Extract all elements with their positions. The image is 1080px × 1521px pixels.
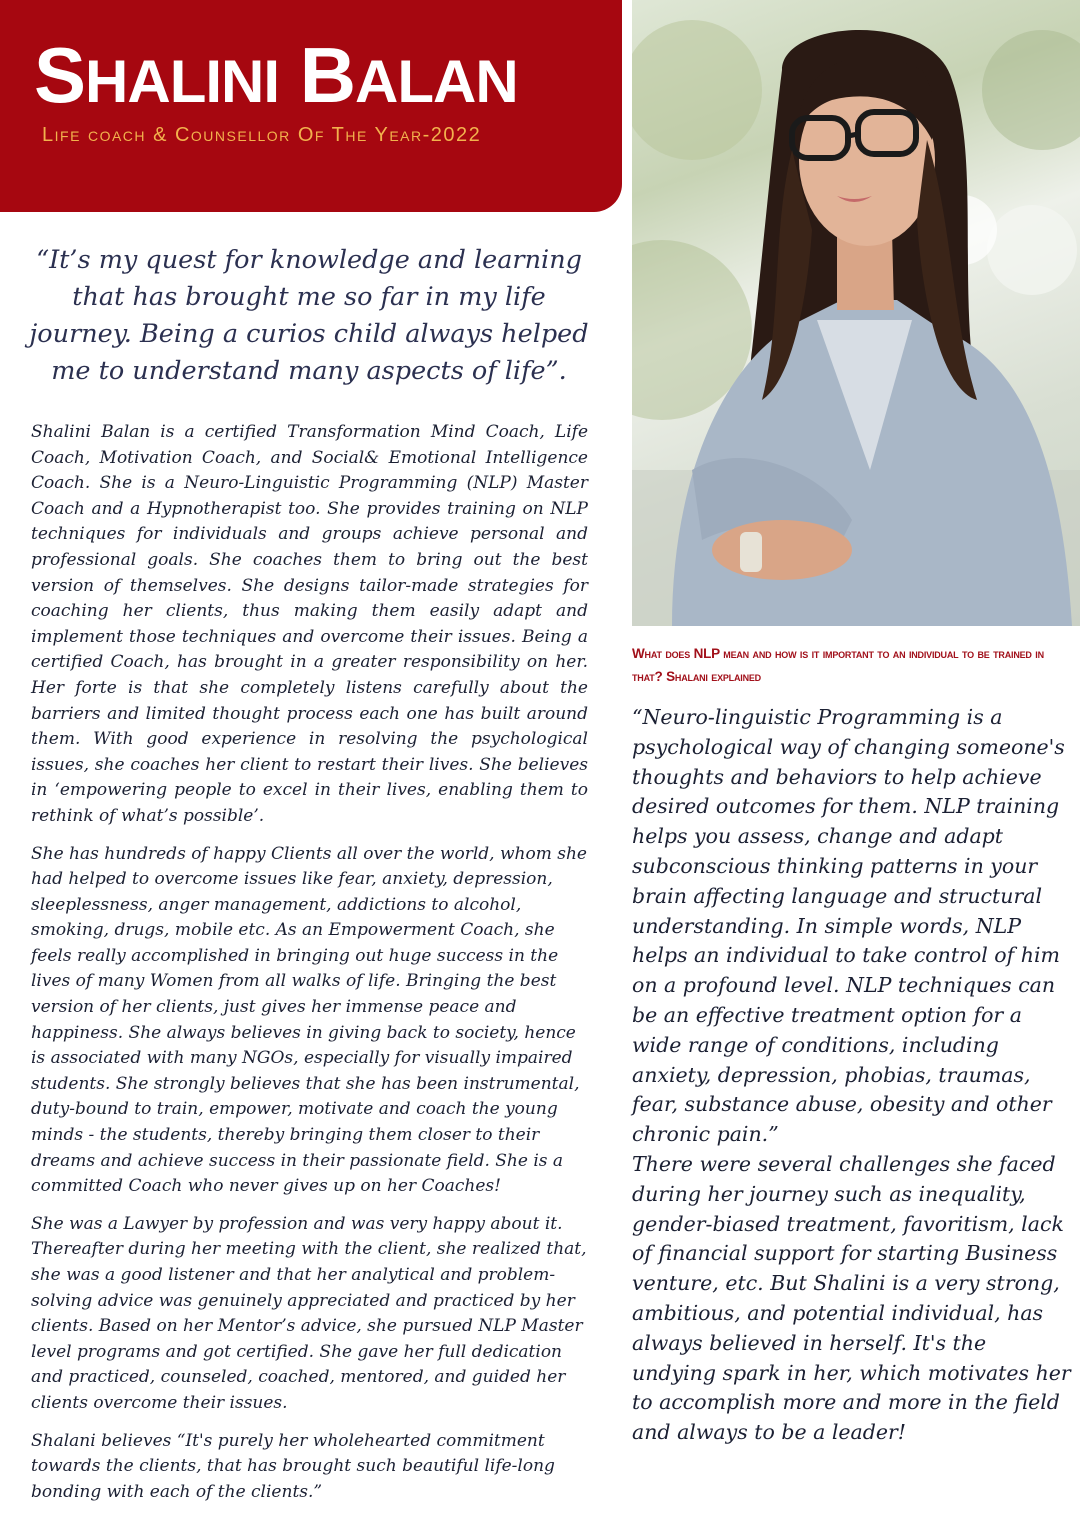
biography [31,420,588,1517]
bio-paragraph: Shalani believes “It's purely her wholehearted commitment towards the clients, that has brought such beautiful life-long bonding with each of the clients.” [31,1430,555,1502]
pull-quote: “It’s my quest for knowledge and learning that has brought me so far in my life journey. Being a curios child always helped me to understand many aspects of life”. [29,245,589,386]
bio-paragraph: She has hundreds of happy Clients all over the world, whom she had helped to overcome issues like fear, anxiety, depression, sleeplessness, anger management, addictions to alcohol, smoking, drugs, mobile etc. As an Empowerment Coach, she feels really accomplished in bringing out huge success in the lives of many Women from all walks of life. Bringing the best version of her clients, just gives her immense peace and happiness. She always believes in giving back to society, hence is associated with many NGOs, especially for visually impaired students. She strongly believes that she has been instrumental, duty-bound to train, empower, motivate and coach the young minds - the students, thereby bringing them closer to their dreams and achieve success in their passionate field. She is a committed Coach who never gives up on her Coaches! [31,843,587,1197]
title-banner [0,0,622,212]
nlp-answer: “Neuro-linguistic Programming is a psychological way of changing someone's thoughts and behaviors to help achieve desired outcomes for them. NLP training helps you assess, change and adapt subconscious thinking patterns in your brain affecting language and structural understanding. In simple words, NLP helps an individual to take control of him on a profound level. NLP techniques can be an effective treatment option for a wide range of conditions, including anxiety, depression, phobias, traumas, fear, substance abuse, obesity and other chronic pain.” [632,705,1065,1147]
page-title: SHALINI BALAN [34,31,518,119]
bio-paragraph: She was a Lawyer by profession and was very happy about it. Thereafter during her meeting with the client, she realized that, she was a good listener and that her analytical and problem-solving advice was genuinely appreciated and practiced by her clients. Based on her Mentor’s advice, she pursued NLP Master level programs and got certified. She gave her full dedication and practiced, counseled, coached, mentored, and guided her clients overcome their issues. [31,1213,587,1413]
subtitle: Life coach & Counsellor Of The Year-2022 [42,124,482,146]
portrait-illustration [632,0,1080,626]
portrait-photo [632,0,1080,626]
bio-paragraph: Shalini Balan is a certified Transformation Mind Coach, Life Coach, Motivation Coach, and Social& Emotional Intelligence Coach. She is a Neuro-Linguistic Programming (NLP) Master Coach and a Hypnotherapist too. She provides training on NLP techniques for individuals and groups achieve personal and professional goals. She coaches them to bring out the best version of themselves. She designs tailor-made strategies for coaching her clients, thus making them easily adapt and implement those techniques and overcome their issues. Being a certified Coach, has brought in a greater responsibility on her. Her forte is that she completely listens carefully about the barriers and limited thought process each one has built around them. With good experience in resolving the psychological issues, she coaches her client to restart their lives. She believes in ‘empowering people to excel in their lives, enabling them to rethink of what’s possible’. [31,422,588,826]
closing-paragraph: There were several challenges she faced during her journey such as inequality, gender-biased treatment, favoritism, lack of financial support for starting Business venture, etc. But Shalini is a very strong, ambitious, and potential individual, has always believed in herself. It's the undying spark in her, which motivates her to accomplish more and more in the field and always to be a leader! [632,1151,1071,1445]
section-heading: What does NLP mean and how is it important to an individual to be trained in that? Shalani explained [632,646,1044,684]
nlp-section [632,703,1076,1448]
